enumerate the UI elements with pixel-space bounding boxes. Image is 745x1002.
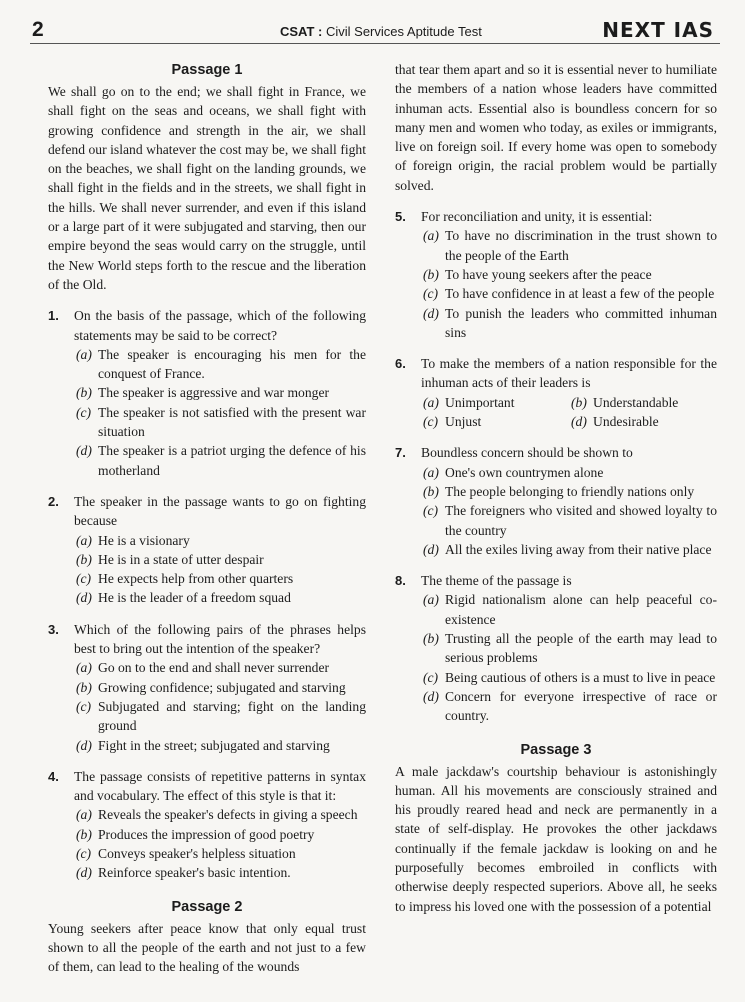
question: [395, 354, 717, 431]
question-list: [395, 207, 717, 725]
option-text: To have confidence in at least a few of the people: [445, 286, 715, 302]
question-number: 7.: [395, 445, 406, 461]
question-stem: On the basis of the passage, which of the following statements may be said to be correct?: [74, 308, 366, 343]
option-letter: (d): [571, 414, 587, 430]
answer-option: [421, 482, 717, 501]
answer-option: [74, 403, 366, 442]
option-text: Being cautious of others is a must to live in peace: [445, 669, 716, 685]
left-column: [48, 60, 366, 976]
answer-option: [74, 588, 366, 607]
header-title: CSAT : Civil Services Aptitude Test: [280, 24, 482, 39]
option-text: The people belonging to friendly nations only: [445, 483, 695, 499]
options-list: [421, 226, 717, 342]
question: [48, 306, 366, 480]
question-stem: For reconciliation and unity, it is essential:: [421, 209, 653, 225]
answer-option: [421, 463, 717, 482]
passage-text-continued: that tear them apart and so it is essential never to humiliate the members of a nation whose leaders have committed inhuman acts. Essential also is boundless concern for so many men and women who today, as exiles or immigrants, live on foreign soil. If every home was open to somebody of foreign origin, the racial problem would be partially solved.: [395, 62, 717, 193]
options-list: [74, 531, 366, 608]
options-list: [421, 463, 717, 559]
answer-option: [421, 393, 569, 412]
options-list: [421, 590, 717, 725]
answer-option: [421, 668, 717, 687]
option-letter: (a): [76, 807, 92, 823]
option-text: He expects help from other quarters: [98, 571, 294, 587]
options-list: [74, 345, 366, 480]
options-list: [421, 393, 717, 432]
option-letter: (c): [423, 503, 439, 519]
answer-option: [74, 697, 366, 736]
question: [48, 620, 366, 755]
right-column: [395, 60, 717, 916]
option-letter: (a): [76, 346, 92, 362]
option-letter: (b): [423, 631, 439, 647]
question-stem: The speaker in the passage wants to go on fighting because: [74, 493, 366, 529]
answer-option: [421, 412, 569, 431]
question-number: 4.: [48, 768, 59, 784]
option-text: Trusting all the people of the earth may lead to serious problems: [445, 631, 717, 666]
option-text: The speaker is encouraging his men for the conquest of France.: [98, 346, 366, 382]
option-letter: (d): [76, 590, 92, 606]
answer-option: [421, 687, 717, 726]
option-letter: (d): [76, 865, 92, 881]
option-text: Growing confidence; subjugated and starving: [98, 679, 346, 695]
option-letter: (c): [423, 414, 439, 430]
answer-option: [74, 863, 366, 882]
answer-option: [74, 531, 366, 550]
option-letter: (b): [76, 826, 92, 842]
option-letter: (a): [423, 228, 439, 244]
option-text: Subjugated and starving; fight on the landing ground: [98, 698, 366, 734]
option-letter: (a): [76, 532, 92, 548]
option-text: He is in a state of utter despair: [98, 551, 264, 567]
question-number: 2.: [48, 493, 59, 509]
answer-option: [74, 441, 366, 480]
option-letter: (b): [423, 483, 439, 499]
passage-text: We shall go on to the end; we shall fight in France, we shall fight on the seas and oceans, we shall fight with growing confidence and strength in the air, we shall defend our island whatever the cost may be, we shall fight on the beaches, we shall fight on the landing grounds, we shall fight in the fields and in the streets, we shall fight in the hills. We shall never surrender, and even if this island or a large part of it were subjugated and starving, then our empire beyond the seas would carry on the struggle, until the New World steps forth to the rescue and the liberation of the Old.: [48, 84, 366, 292]
question-stem: To make the members of a nation responsible for the inhuman acts of their leaders is: [421, 356, 717, 391]
option-letter: (a): [423, 464, 439, 480]
answer-option: [74, 569, 366, 588]
answer-option: [74, 736, 366, 755]
question: [48, 767, 366, 883]
question-stem: The theme of the passage is: [421, 573, 572, 589]
question-number: 8.: [395, 573, 406, 589]
question-stem: Boundless concern should be shown to: [421, 445, 633, 461]
option-letter: (c): [423, 669, 439, 685]
answer-option: [74, 658, 366, 677]
passage-title: Passage 3: [520, 741, 592, 758]
passage-title: Passage 2: [171, 898, 243, 915]
answer-option: [569, 393, 717, 412]
option-letter: (c): [423, 286, 439, 302]
option-text: The speaker is aggressive and war monger: [98, 385, 330, 401]
brand-logo: NEXT IAS: [602, 18, 714, 42]
option-text: To punish the leaders who committed inhuman sins: [445, 305, 717, 340]
page-number: 2: [32, 18, 44, 41]
question-stem: Which of the following pairs of the phrases helps best to bring out the intention of the speaker?: [74, 621, 366, 657]
option-letter: (d): [76, 737, 92, 753]
option-letter: (c): [76, 404, 92, 420]
option-letter: (b): [76, 679, 92, 695]
question-number: 5.: [395, 209, 406, 225]
question: [395, 207, 717, 342]
option-text: Conveys speaker's helpless situation: [98, 845, 296, 861]
question: [395, 443, 717, 559]
option-text: The speaker is not satisfied with the present war situation: [98, 404, 366, 440]
option-text: All the exiles living away from their native place: [445, 541, 712, 557]
option-text: To have no discrimination in the trust shown to the people of the Earth: [445, 228, 717, 263]
answer-option: [74, 844, 366, 863]
option-letter: (c): [76, 698, 92, 714]
option-text: He is the leader of a freedom squad: [98, 590, 291, 606]
option-letter: (d): [423, 541, 439, 557]
question: [395, 571, 717, 725]
option-letter: (b): [76, 551, 92, 567]
passage-text: A male jackdaw's courtship behaviour is astonishingly human. All his movements are consciously strained and his proudly reared head and neck are permanently in a state of self-display. He provokes the other jackdaws continually if the female jackdaw is looking on and he purposefully becomes embroiled in conflicts with otherwise deeply respected superiors. Above all, he seeks to impress his loved one with the possession of a potential: [395, 763, 717, 914]
option-letter: (b): [76, 385, 92, 401]
option-text: Unjust: [445, 414, 482, 430]
answer-option: [421, 226, 717, 265]
answer-option: [74, 805, 366, 824]
passage-text: Young seekers after peace know that only equal trust shown to all the people of the earth and not just to a few of them, can lead to the healing of the wounds: [48, 920, 366, 975]
option-text: Rigid nationalism alone can help peaceful co-existence: [445, 592, 717, 627]
answer-option: [421, 590, 717, 629]
answer-option: [74, 678, 366, 697]
page-header: [30, 18, 720, 44]
option-letter: (a): [76, 660, 92, 676]
option-letter: (d): [423, 688, 439, 704]
answer-option: [421, 540, 717, 559]
answer-option: [74, 383, 366, 402]
answer-option: [421, 501, 717, 540]
answer-option: [569, 412, 717, 431]
option-letter: (d): [423, 305, 439, 321]
answer-option: [421, 629, 717, 668]
option-text: To have young seekers after the peace: [445, 266, 652, 282]
question-list: [48, 306, 366, 882]
answer-option: [421, 284, 717, 303]
option-text: Go on to the end and shall never surrender: [98, 660, 330, 676]
option-text: The speaker is a patriot urging the defence of his motherland: [98, 443, 366, 478]
option-letter: (d): [76, 443, 92, 459]
question-number: 6.: [395, 356, 406, 372]
option-text: Fight in the street; subjugated and starving: [98, 737, 330, 753]
option-text: One's own countrymen alone: [445, 464, 604, 480]
options-list: [74, 658, 366, 754]
options-list: [74, 805, 366, 882]
question-stem: The passage consists of repetitive patterns in syntax and vocabulary. The effect of this style is that it:: [74, 768, 366, 804]
passage-title: Passage 1: [171, 62, 243, 78]
option-text: Reveals the speaker's defects in giving a speech: [98, 807, 358, 823]
option-text: Concern for everyone irrespective of race or country.: [445, 688, 717, 724]
option-letter: (c): [76, 845, 92, 861]
answer-option: [74, 550, 366, 569]
option-text: He is a visionary: [98, 532, 190, 548]
question: [48, 492, 366, 608]
option-text: Understandable: [593, 394, 679, 410]
option-letter: (a): [423, 394, 439, 410]
option-text: Unimportant: [445, 394, 515, 410]
answer-option: [421, 265, 717, 284]
option-text: The foreigners who visited and showed loyalty to the country: [445, 503, 717, 538]
option-text: Undesirable: [593, 414, 659, 430]
question-number: 1.: [48, 308, 59, 324]
option-text: Reinforce speaker's basic intention.: [98, 865, 291, 881]
answer-option: [74, 345, 366, 384]
option-text: Produces the impression of good poetry: [98, 826, 315, 842]
option-letter: (b): [423, 266, 439, 282]
option-letter: (b): [571, 394, 587, 410]
option-letter: (a): [423, 592, 439, 608]
answer-option: [74, 825, 366, 844]
answer-option: [421, 304, 717, 343]
question-number: 3.: [48, 621, 59, 637]
option-letter: (c): [76, 571, 92, 587]
